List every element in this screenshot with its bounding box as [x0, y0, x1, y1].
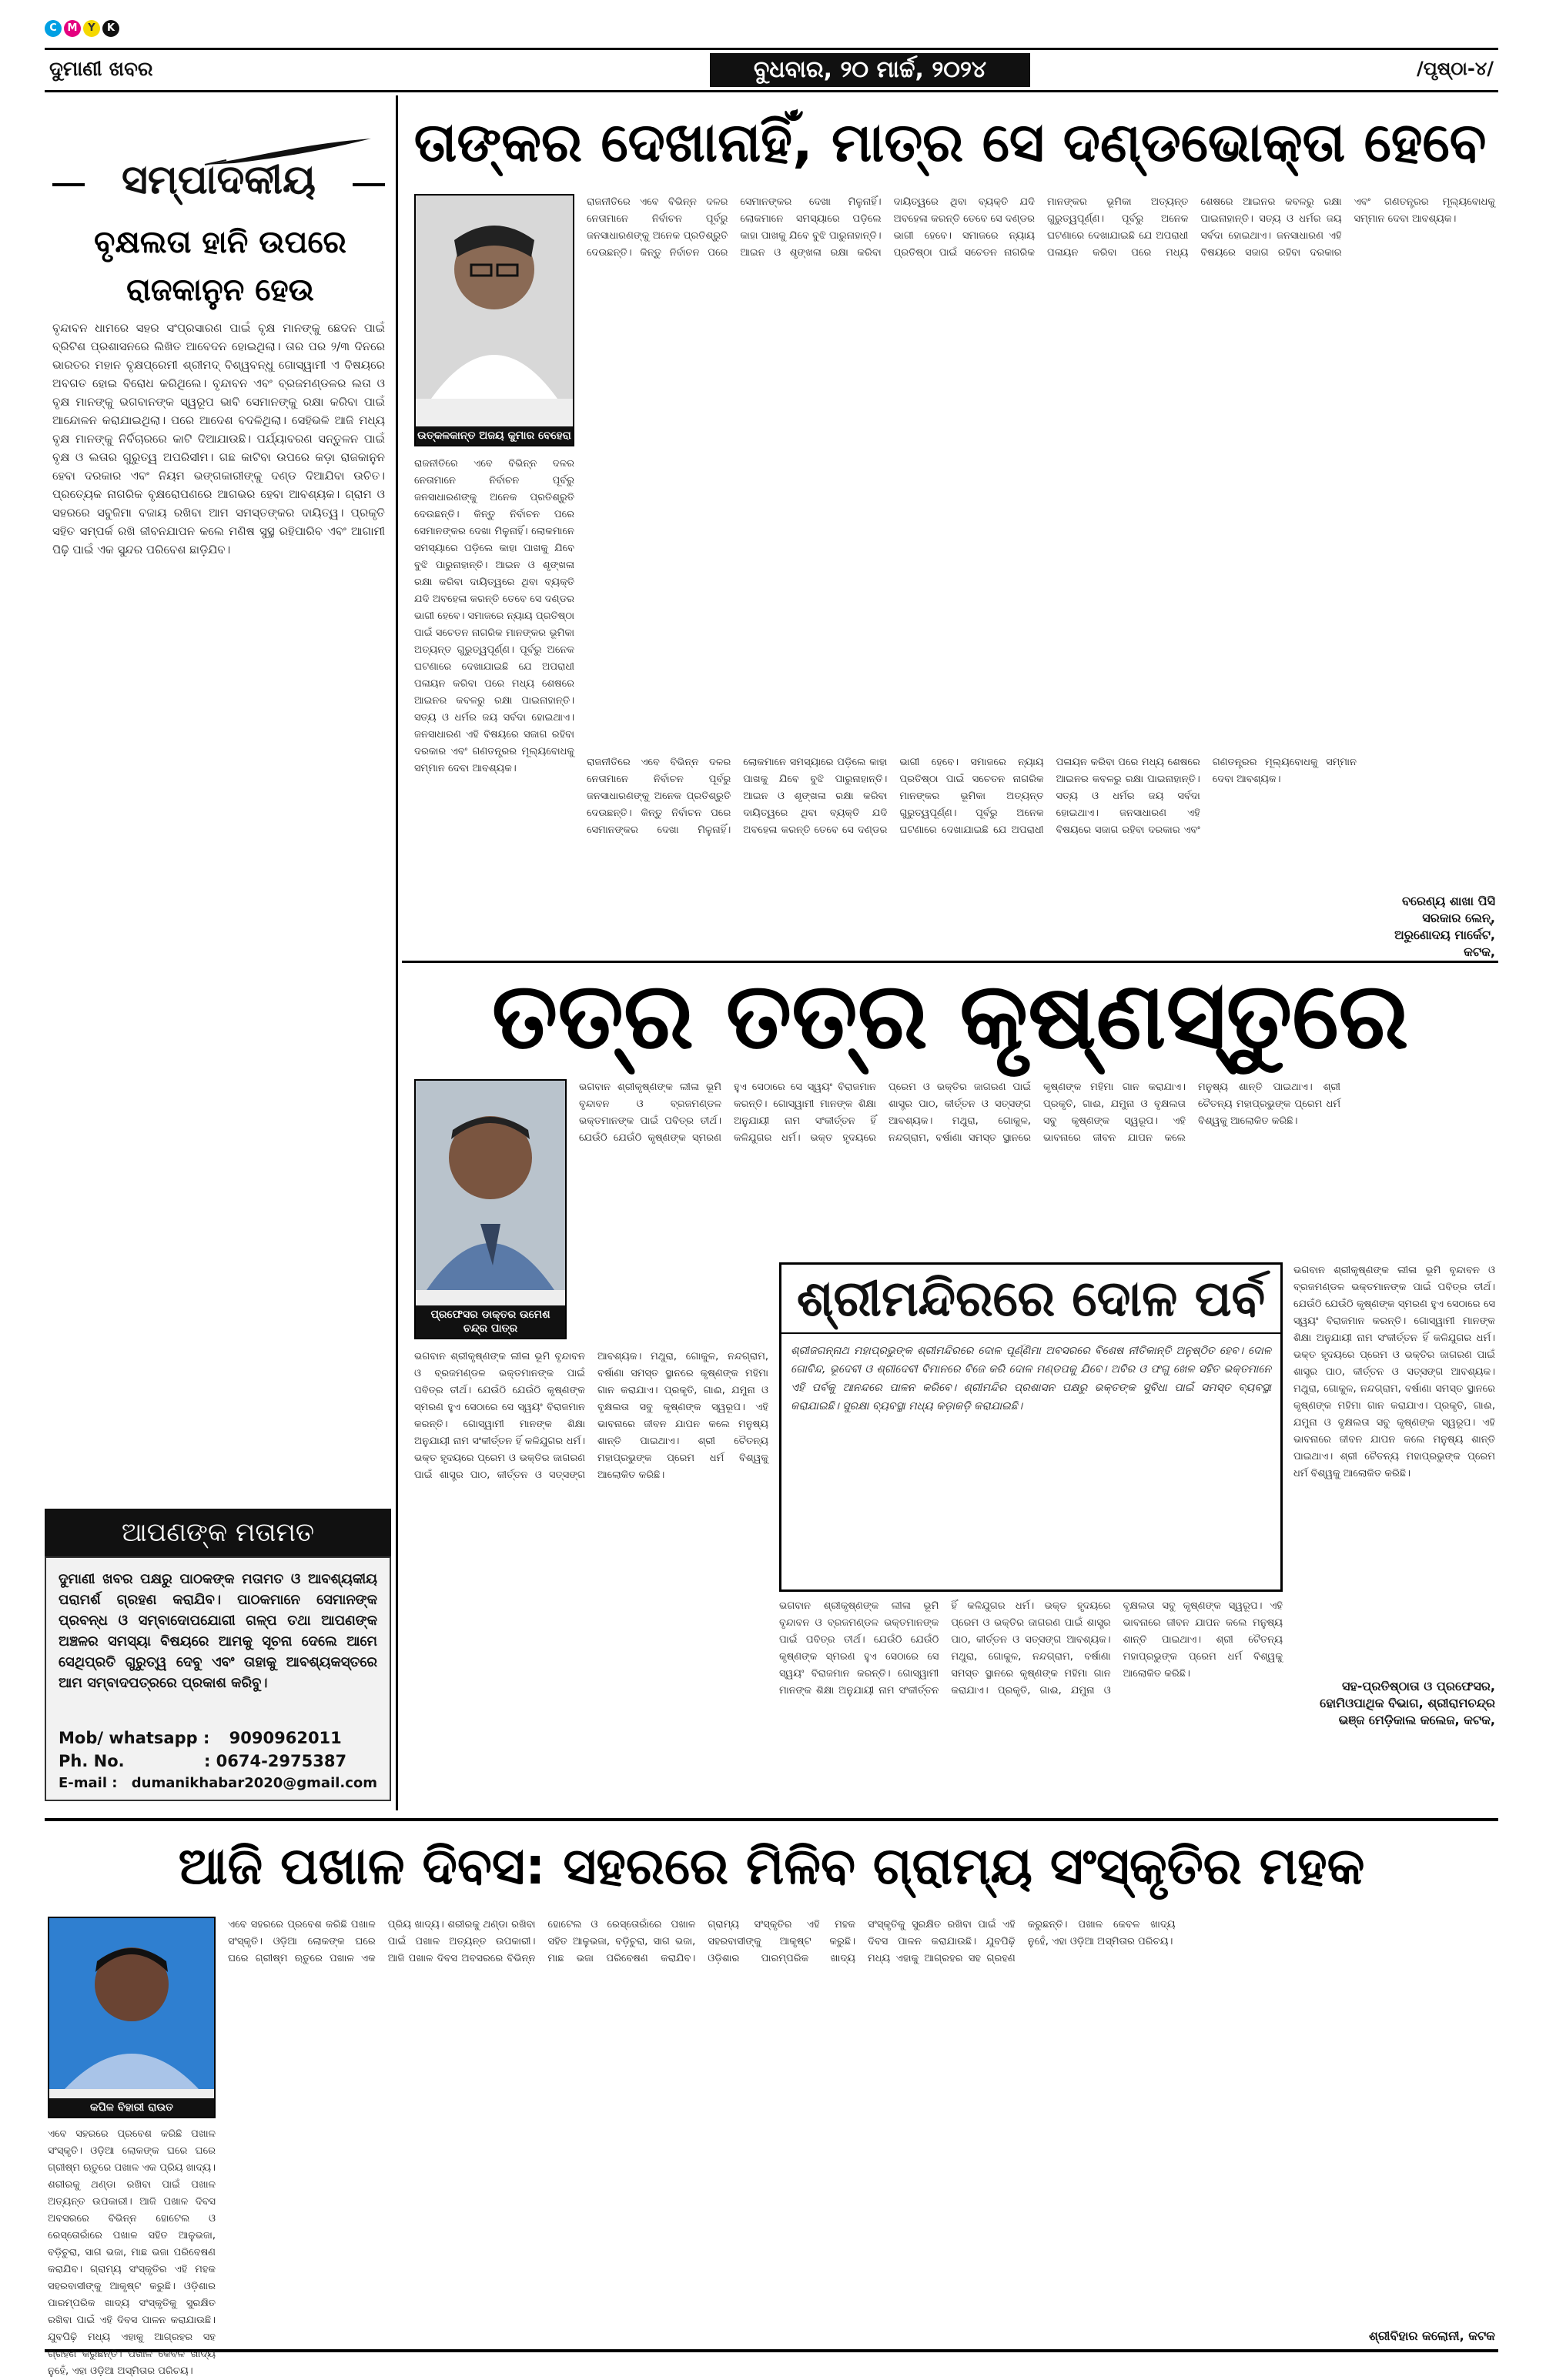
portrait-placeholder-icon	[416, 1081, 565, 1290]
mobile-line	[59, 1729, 342, 1747]
photo-caption-1: ଉତ୍କଳକାନ୍ତ ଅଜୟ କୁମାର ବେହେରା	[416, 426, 573, 445]
story2-signoff: ସହ-ପ୍ରତିଷ୍ଠାତା ଓ ପ୍ରଫେସର, ହୋମିଓପାଥିକ ବିଭାଗ, ଶ୍ରୀରାମଚନ୍ଦ୍ର ଭଞ୍ଜ ମେଡ଼ିକାଲ କଲେଜ, କଟକ,	[1320, 1679, 1495, 1727]
story1-headline: ତାଙ୍କର ଦେଖାନାହିଁ, ମାତ୍ର ସେ ଦଣ୍ଡଭୋକ୍ତା ହେବେ	[413, 111, 1487, 174]
story3-body-a: ଏବେ ସହରରେ ପ୍ରବେଶ କରିଛି ପଖାଳ ସଂସ୍କୃତି। ଓଡ଼ିଆ ଲୋକଙ୍କ ଘରେ ଘରେ ଗ୍ରୀଷ୍ମ ଋତୁରେ ପଖାଳ ଏକ ପ୍ରିୟ ଖାଦ୍ୟ। ଶରୀରକୁ ଥଣ୍ଡା ରଖିବା ପାଇଁ ପଖାଳ ଅତ୍ୟନ୍ତ ଉପକାରୀ। ଆଜି ପଖାଳ ଦିବସ ଅବସରରେ ବିଭିନ୍ନ ହୋଟେଲ ଓ ରେସ୍ତୋରାଁରେ ପଖାଳ ସହିତ ଆଳୁଭଜା, ବଡ଼ିଚୁରା, ସାଗ ଭଜା, ମାଛ ଭଜା ପରିବେଷଣ କରାଯିବ। ଗ୍ରାମ୍ୟ ସଂସ୍କୃତିର ଏହି ମହକ ସହରବାସୀଙ୍କୁ ଆକୃଷ୍ଟ କରୁଛି। ଓଡ଼ିଶାର ପାରମ୍ପରିକ ଖାଦ୍ୟ ସଂସ୍କୃତିକୁ ସୁରକ୍ଷିତ ରଖିବା ପାଇଁ ଏହି ଦିବସ ପାଳନ କରାଯାଉଛି। ଯୁବପିଢ଼ି ମଧ୍ୟ ଏହାକୁ ଆଗ୍ରହର ସହ ଗ୍ରହଣ କରୁଛନ୍ତି। ପଖାଳ କେବଳ ଖାଦ୍ୟ ନୁହେଁ, ଏହା ଓଡ଼ିଆ ଅସ୍ମିତାର ପରିଚୟ।	[48, 2128, 216, 2377]
story2-body-a: ଭଗବାନ ଶ୍ରୀକୃଷ୍ଣଙ୍କ ଲୀଳା ଭୂମି ବୃନ୍ଦାବନ ଓ ବ୍ରଜମଣ୍ଡଳ ଭକ୍ତମାନଙ୍କ ପାଇଁ ପବିତ୍ର ତୀର୍ଥ। ଯେଉଁଠି ଯେଉଁଠି କୃଷ୍ଣଙ୍କ ସ୍ମରଣ ହୁଏ ସେଠାରେ ସେ ସ୍ୱୟଂ ବିରାଜମାନ କରନ୍ତି। ଗୋସ୍ୱାମୀ ମାନଙ୍କ ଶିକ୍ଷା ଅନୁଯାୟୀ ନାମ ସଂକୀର୍ତ୍ତନ ହିଁ କଳିଯୁଗର ଧର୍ମ। ଭକ୍ତ ହୃଦୟରେ ପ୍ରେମ ଓ ଭକ୍ତିର ଜାଗରଣ ପାଇଁ ଶାସ୍ତ୍ର ପାଠ, କୀର୍ତ୍ତନ ଓ ସତ୍ସଙ୍ଗ ଆବଶ୍ୟକ। ମଥୁରା, ଗୋକୁଳ, ନନ୍ଦଗ୍ରାମ, ବର୍ଷାଣା ସମସ୍ତ ସ୍ଥାନରେ କୃଷ୍ଣଙ୍କ ମହିମା ଗାନ କରାଯାଏ। ପ୍ରକୃତି, ଗାଈ, ଯମୁନା ଓ ବୃକ୍ଷଲତା ସବୁ କୃଷ୍ଣଙ୍କ ସ୍ୱରୂପ। ଏହି ଭାବନାରେ ଜୀବନ ଯାପନ କଲେ ମନୁଷ୍ୟ ଶାନ୍ତି ପାଇଥାଏ। ଶ୍ରୀ ଚୈତନ୍ୟ ମହାପ୍ରଭୁଙ୍କ ପ୍ରେମ ଧର୍ମ ବିଶ୍ୱକୁ ଆଲୋକିତ କରିଛି।	[414, 1351, 768, 1481]
boxed-story	[779, 1262, 1283, 1592]
email-address[interactable]: dumanikhabar2020@gmail.com	[131, 1775, 378, 1791]
story1-body-b: ରାଜନୀତିରେ ଏବେ ବିଭିନ୍ନ ଦଳର ନେତାମାନେ ନିର୍ବାଚନ ପୂର୍ବରୁ ଜନସାଧାରଣଙ୍କୁ ଅନେକ ପ୍ରତିଶ୍ରୁତି ଦେଉଛନ୍ତି। କିନ୍ତୁ ନିର୍ବାଚନ ପରେ ସେମାନଙ୍କର ଦେଖା ମିଳୁନାହିଁ। ଲୋକମାନେ ସମସ୍ୟାରେ ପଡ଼ିଲେ କାହା ପାଖକୁ ଯିବେ ବୁଝି ପାରୁନାହାନ୍ତି। ଆଇନ ଓ ଶୃଙ୍ଖଳା ରକ୍ଷା କରିବା ଦାୟିତ୍ୱରେ ଥିବା ବ୍ୟକ୍ତି ଯଦି ଅବହେଳା କରନ୍ତି ତେବେ ସେ ଦଣ୍ଡର ଭାଗୀ ହେବେ। ସମାଜରେ ନ୍ୟାୟ ପ୍ରତିଷ୍ଠା ପାଇଁ ସଚେତନ ନାଗରିକ ମାନଙ୍କର ଭୂମିକା ଅତ୍ୟନ୍ତ ଗୁରୁତ୍ୱପୂର୍ଣ୍ଣ। ପୂର୍ବରୁ ଅନେକ ଘଟଣାରେ ଦେଖାଯାଇଛି ଯେ ଅପରାଧୀ ପଳାୟନ କରିବା ପରେ ମଧ୍ୟ ଶେଷରେ ଆଇନର କବଳରୁ ରକ୍ଷା ପାଇନାହାନ୍ତି। ସତ୍ୟ ଓ ଧର୍ମର ଜୟ ସର୍ବଦା ହୋଇଥାଏ। ଜନସାଧାରଣ ଏହି ବିଷୟରେ ସଜାଗ ରହିବା ଦରକାର ଏବଂ ଗଣତନ୍ତ୍ରର ମୂଲ୍ୟବୋଧକୁ ସମ୍ମାନ ଦେବା ଆବଶ୍ୟକ।	[587, 196, 1495, 259]
story1-body-a: ରାଜନୀତିରେ ଏବେ ବିଭିନ୍ନ ଦଳର ନେତାମାନେ ନିର୍ବାଚନ ପୂର୍ବରୁ ଜନସାଧାରଣଙ୍କୁ ଅନେକ ପ୍ରତିଶ୍ରୁତି ଦେଉଛନ୍ତି। କିନ୍ତୁ ନିର୍ବାଚନ ପରେ ସେମାନଙ୍କର ଦେଖା ମିଳୁନାହିଁ। ଲୋକମାନେ ସମସ୍ୟାରେ ପଡ଼ିଲେ କାହା ପାଖକୁ ଯିବେ ବୁଝି ପାରୁନାହାନ୍ତି। ଆଇନ ଓ ଶୃଙ୍ଖଳା ରକ୍ଷା କରିବା ଦାୟିତ୍ୱରେ ଥିବା ବ୍ୟକ୍ତି ଯଦି ଅବହେଳା କରନ୍ତି ତେବେ ସେ ଦଣ୍ଡର ଭାଗୀ ହେବେ। ସମାଜରେ ନ୍ୟାୟ ପ୍ରତିଷ୍ଠା ପାଇଁ ସଚେତନ ନାଗରିକ ମାନଙ୍କର ଭୂମିକା ଅତ୍ୟନ୍ତ ଗୁରୁତ୍ୱପୂର୍ଣ୍ଣ। ପୂର୍ବରୁ ଅନେକ ଘଟଣାରେ ଦେଖାଯାଇଛି ଯେ ଅପରାଧୀ ପଳାୟନ କରିବା ପରେ ମଧ୍ୟ ଶେଷରେ ଆଇନର କବଳରୁ ରକ୍ଷା ପାଇନାହାନ୍ତି। ସତ୍ୟ ଓ ଧର୍ମର ଜୟ ସର୍ବଦା ହୋଇଥାଏ। ଜନସାଧାରଣ ଏହି ବିଷୟରେ ସଜାଗ ରହିବା ଦରକାର ଏବଂ ଗଣତନ୍ତ୍ରର ମୂଲ୍ୟବୋଧକୁ ସମ୍ମାନ ଦେବା ଆବଶ୍ୟକ।	[414, 458, 574, 774]
page-number: /ପୃଷ୍ଠା-୪/	[1416, 58, 1494, 79]
section-rule-bottom	[45, 1818, 1498, 1821]
phone-label: Ph. No.	[59, 1752, 125, 1770]
story3-headline: ଆଜି ପଖାଳ ଦିବସ: ସହରରେ ମିଳିବ ଗ୍ରାମ୍ୟ ସଂସ୍କୃତିର ମହକ	[178, 1837, 1365, 1896]
opinion-box	[45, 1556, 391, 1801]
yellow-mark-icon: Y	[83, 20, 100, 37]
photo-caption-3: କପିଳ ବିହାରୀ ରାଉତ	[49, 2098, 214, 2117]
date-banner: ବୁଧବାର, ୨୦ ମାର୍ଚ୍ଚ, ୨୦୨୪	[710, 53, 1030, 87]
story3-body-b: ଏବେ ସହରରେ ପ୍ରବେଶ କରିଛି ପଖାଳ ସଂସ୍କୃତି। ଓଡ଼ିଆ ଲୋକଙ୍କ ଘରେ ଘରେ ଗ୍ରୀଷ୍ମ ଋତୁରେ ପଖାଳ ଏକ ପ୍ରିୟ ଖାଦ୍ୟ। ଶରୀରକୁ ଥଣ୍ଡା ରଖିବା ପାଇଁ ପଖାଳ ଅତ୍ୟନ୍ତ ଉପକାରୀ। ଆଜି ପଖାଳ ଦିବସ ଅବସରରେ ବିଭିନ୍ନ ହୋଟେଲ ଓ ରେସ୍ତୋରାଁରେ ପଖାଳ ସହିତ ଆଳୁଭଜା, ବଡ଼ିଚୁରା, ସାଗ ଭଜା, ମାଛ ଭଜା ପରିବେଷଣ କରାଯିବ। ଗ୍ରାମ୍ୟ ସଂସ୍କୃତିର ଏହି ମହକ ସହରବାସୀଙ୍କୁ ଆକୃଷ୍ଟ କରୁଛି। ଓଡ଼ିଶାର ପାରମ୍ପରିକ ଖାଦ୍ୟ ସଂସ୍କୃତିକୁ ସୁରକ୍ଷିତ ରଖିବା ପାଇଁ ଏହି ଦିବସ ପାଳନ କରାଯାଉଛି। ଯୁବପିଢ଼ି ମଧ୍ୟ ଏହାକୁ ଆଗ୍ରହର ସହ ଗ୍ରହଣ କରୁଛନ୍ତି। ପଖାଳ କେବଳ ଖାଦ୍ୟ ନୁହେଁ, ଏହା ଓଡ଼ିଆ ଅସ୍ମିତାର ପରିଚୟ।	[228, 1919, 1176, 1964]
story3-signoff: ଶ୍ରୀବିହାର କଲୋନୀ, କଟକ	[1368, 2328, 1495, 2343]
editorial-banner	[52, 143, 385, 214]
author-photo-1	[414, 194, 574, 446]
opinion-message: ଦୁମାଣୀ ଖବର ପକ୍ଷରୁ ପାଠକଙ୍କ ମତାମତ ଓ ଆବଶ୍ୟକୀୟ ପରାମର୍ଶ ଗ୍ରହଣ କରାଯିବ। ପାଠକମାନେ ସେମାନଙ୍କ ପ୍ରବନ୍ଧ ଓ ସମ୍ବାଦୋପଯୋଗୀ ଗଳ୍ପ ତଥା ଆପଣଙ୍କ ଅଞ୍ଚଳର ସମସ୍ୟା ବିଷୟରେ ଆମକୁ ସୂଚନା ଦେଲେ ଆମେ ସେଥିପ୍ରତି ଗୁରୁତ୍ୱ ଦେବୁ ଏବଂ ତାହାକୁ ଆବଶ୍ୟକସ୍ତରେ ଆମ ସମ୍ବାଦପତ୍ରରେ ପ୍ରକାଶ କରିବୁ।	[59, 1571, 377, 1691]
phone-line	[59, 1752, 346, 1770]
left-column-rule	[396, 95, 398, 1810]
page-bottom-rule	[45, 2349, 1498, 2352]
mobile-number[interactable]: 9090962011	[229, 1729, 342, 1747]
email-line	[59, 1775, 377, 1791]
boxed-headline: ଶ୍ରୀମନ୍ଦିରରେ ଦୋଳ ପର୍ବ	[781, 1265, 1280, 1334]
magenta-mark-icon: M	[64, 20, 81, 37]
story2-body-c: ଭଗବାନ ଶ୍ରୀକୃଷ୍ଣଙ୍କ ଲୀଳା ଭୂମି ବୃନ୍ଦାବନ ଓ ବ୍ରଜମଣ୍ଡଳ ଭକ୍ତମାନଙ୍କ ପାଇଁ ପବିତ୍ର ତୀର୍ଥ। ଯେଉଁଠି ଯେଉଁଠି କୃଷ୍ଣଙ୍କ ସ୍ମରଣ ହୁଏ ସେଠାରେ ସେ ସ୍ୱୟଂ ବିରାଜମାନ କରନ୍ତି। ଗୋସ୍ୱାମୀ ମାନଙ୍କ ଶିକ୍ଷା ଅନୁଯାୟୀ ନାମ ସଂକୀର୍ତ୍ତନ ହିଁ କଳିଯୁଗର ଧର୍ମ। ଭକ୍ତ ହୃଦୟରେ ପ୍ରେମ ଓ ଭକ୍ତିର ଜାଗରଣ ପାଇଁ ଶାସ୍ତ୍ର ପାଠ, କୀର୍ତ୍ତନ ଓ ସତ୍ସଙ୍ଗ ଆବଶ୍ୟକ। ମଥୁରା, ଗୋକୁଳ, ନନ୍ଦଗ୍ରାମ, ବର୍ଷାଣା ସମସ୍ତ ସ୍ଥାନରେ କୃଷ୍ଣଙ୍କ ମହିମା ଗାନ କରାଯାଏ। ପ୍ରକୃତି, ଗାଈ, ଯମୁନା ଓ ବୃକ୍ଷଲତା ସବୁ କୃଷ୍ଣଙ୍କ ସ୍ୱରୂପ। ଏହି ଭାବନାରେ ଜୀବନ ଯାପନ କଲେ ମନୁଷ୍ୟ ଶାନ୍ତି ପାଇଥାଏ। ଶ୍ରୀ ଚୈତନ୍ୟ ମହାପ୍ରଭୁଙ୍କ ପ୍ରେମ ଧର୍ମ ବିଶ୍ୱକୁ ଆଲୋକିତ କରିଛି।	[1293, 1265, 1495, 1479]
black-mark-icon: K	[102, 20, 119, 37]
story2-headline: ତତ୍ର ତତ୍ର କୃଷ୍ଣସ୍ତୁରେ	[491, 963, 1409, 1070]
editorial-title: ସମ୍ପାଦକୀୟ	[122, 157, 316, 203]
author-photo-3	[48, 1917, 216, 2118]
masthead	[45, 48, 1498, 92]
photo-caption-2: ପ୍ରଫେସର ଡାକ୍ତର ଉମେଶ ଚନ୍ଦ୍ର ପାତ୍ର	[416, 1305, 565, 1338]
email-label: E-mail :	[59, 1775, 118, 1791]
story2-body-b: ଭଗବାନ ଶ୍ରୀକୃଷ୍ଣଙ୍କ ଲୀଳା ଭୂମି ବୃନ୍ଦାବନ ଓ ବ୍ରଜମଣ୍ଡଳ ଭକ୍ତମାନଙ୍କ ପାଇଁ ପବିତ୍ର ତୀର୍ଥ। ଯେଉଁଠି ଯେଉଁଠି କୃଷ୍ଣଙ୍କ ସ୍ମରଣ ହୁଏ ସେଠାରେ ସେ ସ୍ୱୟଂ ବିରାଜମାନ କରନ୍ତି। ଗୋସ୍ୱାମୀ ମାନଙ୍କ ଶିକ୍ଷା ଅନୁଯାୟୀ ନାମ ସଂକୀର୍ତ୍ତନ ହିଁ କଳିଯୁଗର ଧର୍ମ। ଭକ୍ତ ହୃଦୟରେ ପ୍ରେମ ଓ ଭକ୍ତିର ଜାଗରଣ ପାଇଁ ଶାସ୍ତ୍ର ପାଠ, କୀର୍ତ୍ତନ ଓ ସତ୍ସଙ୍ଗ ଆବଶ୍ୟକ। ମଥୁରା, ଗୋକୁଳ, ନନ୍ଦଗ୍ରାମ, ବର୍ଷାଣା ସମସ୍ତ ସ୍ଥାନରେ କୃଷ୍ଣଙ୍କ ମହିମା ଗାନ କରାଯାଏ। ପ୍ରକୃତି, ଗାଈ, ଯମୁନା ଓ ବୃକ୍ଷଲତା ସବୁ କୃଷ୍ଣଙ୍କ ସ୍ୱରୂପ। ଏହି ଭାବନାରେ ଜୀବନ ଯାପନ କଲେ ମନୁଷ୍ୟ ଶାନ୍ତି ପାଇଥାଏ। ଶ୍ରୀ ଚୈତନ୍ୟ ମହାପ୍ରଭୁଙ୍କ ପ୍ରେମ ଧର୍ମ ବିଶ୍ୱକୁ ଆଲୋକିତ କରିଛି।	[579, 1081, 1340, 1144]
cyan-mark-icon: C	[45, 20, 62, 37]
mobile-label: Mob/ whatsapp :	[59, 1729, 210, 1747]
print-registration-marks	[45, 20, 119, 37]
paper-name: ଦୁମାଣୀ ଖବର	[49, 58, 153, 81]
opinion-heading: ଆପଣଙ୍କ ମତାମତ	[45, 1509, 391, 1556]
phone-number[interactable]: : 0674-2975387	[203, 1752, 347, 1770]
editorial-body: ବୃନ୍ଦାବନ ଧାମରେ ସହର ସଂପ୍ରସାରଣ ପାଇଁ ବୃକ୍ଷ ମାନଙ୍କୁ ଛେଦନ ପାଇଁ ବ୍ରିଟିଶ ପ୍ରଶାସନରେ ଲିଖିତ ଆବେଦନ ହୋଇଥିଲା। ତାର ପର ୨/୩ ଦିନରେ ଭାରତର ମହାନ ବୃକ୍ଷପ୍ରେମୀ ଶ୍ରୀମଦ୍ ବିଶ୍ୱବନ୍ଧୁ ଗୋସ୍ୱାମୀ ଏ ବିଷୟରେ ଅବଗତ ହୋଇ ବିରୋଧ କରିଥିଲେ। ବୃନ୍ଦାବନ ଏବଂ ବ୍ରଜମଣ୍ଡଳର ଲତା ଓ ବୃକ୍ଷ ମାନଙ୍କୁ ଭଗବାନଙ୍କ ସ୍ୱରୂପ ଭାବି ସେମାନଙ୍କୁ ରକ୍ଷା କରିବା ପାଇଁ ଆନ୍ଦୋଳନ କରାଯାଇଥିଲା। ପରେ ଆଦେଶ ବଦଳିଥିଲା। ସେହିଭଳି ଆଜି ମଧ୍ୟ ବୃକ୍ଷ ମାନଙ୍କୁ ନିର୍ବିଚାରରେ କାଟି ଦିଆଯାଉଛି। ପର୍ଯ୍ୟାବରଣ ସନ୍ତୁଳନ ପାଇଁ ବୃକ୍ଷ ଓ ଲତାର ଗୁରୁତ୍ୱ ଅପରିସୀମ। ଗଛ କାଟିବା ଉପରେ କଡ଼ା ରାଜକାନୁନ ହେବା ଦରକାର ଏବଂ ନିୟମ ଭଙ୍ଗକାରୀଙ୍କୁ ଦଣ୍ଡ ଦିଆଯିବା ଉଚିତ। ପ୍ରତ୍ୟେକ ନାଗରିକ ବୃକ୍ଷରୋପଣରେ ଆଗଭର ହେବା ଆବଶ୍ୟକ। ଗ୍ରାମ ଓ ସହରରେ ସବୁଜିମା ବଜାୟ ରଖିବା ଆମ ସମସ୍ତଙ୍କର ଦାୟିତ୍ୱ। ପ୍ରକୃତି ସହିତ ସମ୍ପର୍କ ରଖି ଜୀବନଯାପନ କଲେ ମଣିଷ ସୁସ୍ଥ ରହିପାରିବ ଏବଂ ଆଗାମୀ ପିଢ଼ି ପାଇଁ ଏକ ସୁନ୍ଦର ପରିବେଶ ଛାଡ଼ିଯିବ।	[52, 321, 385, 557]
story2-body-d: ଭଗବାନ ଶ୍ରୀକୃଷ୍ଣଙ୍କ ଲୀଳା ଭୂମି ବୃନ୍ଦାବନ ଓ ବ୍ରଜମଣ୍ଡଳ ଭକ୍ତମାନଙ୍କ ପାଇଁ ପବିତ୍ର ତୀର୍ଥ। ଯେଉଁଠି ଯେଉଁଠି କୃଷ୍ଣଙ୍କ ସ୍ମରଣ ହୁଏ ସେଠାରେ ସେ ସ୍ୱୟଂ ବିରାଜମାନ କରନ୍ତି। ଗୋସ୍ୱାମୀ ମାନଙ୍କ ଶିକ୍ଷା ଅନୁଯାୟୀ ନାମ ସଂକୀର୍ତ୍ତନ ହିଁ କଳିଯୁଗର ଧର୍ମ। ଭକ୍ତ ହୃଦୟରେ ପ୍ରେମ ଓ ଭକ୍ତିର ଜାଗରଣ ପାଇଁ ଶାସ୍ତ୍ର ପାଠ, କୀର୍ତ୍ତନ ଓ ସତ୍ସଙ୍ଗ ଆବଶ୍ୟକ। ମଥୁରା, ଗୋକୁଳ, ନନ୍ଦଗ୍ରାମ, ବର୍ଷାଣା ସମସ୍ତ ସ୍ଥାନରେ କୃଷ୍ଣଙ୍କ ମହିମା ଗାନ କରାଯାଏ। ପ୍ରକୃତି, ଗାଈ, ଯମୁନା ଓ ବୃକ୍ଷଲତା ସବୁ କୃଷ୍ଣଙ୍କ ସ୍ୱରୂପ। ଏହି ଭାବନାରେ ଜୀବନ ଯାପନ କଲେ ମନୁଷ୍ୟ ଶାନ୍ତି ପାଇଥାଏ। ଶ୍ରୀ ଚୈତନ୍ୟ ମହାପ୍ରଭୁଙ୍କ ପ୍ରେମ ଧର୍ମ ବିଶ୍ୱକୁ ଆଲୋକିତ କରିଛି।	[779, 1600, 1283, 1696]
portrait-placeholder-icon	[49, 1918, 214, 2089]
portrait-placeholder-icon	[416, 196, 573, 399]
author-photo-2	[414, 1079, 567, 1339]
editorial-headline: ବୃକ୍ଷଲତା ହାନି ଉପରେ ରାଜକାନୁନ ହେଉ	[94, 225, 346, 308]
story1-signoff: ବରେଣ୍ୟ ଶାଖା ପିସି ସରକାର ଲେନ୍, ଅରୁଣୋଦୟ ମାର୍କେଟ, କଟକ,	[1394, 894, 1495, 959]
boxed-body: ଶ୍ରୀଜଗନ୍ନାଥ ମହାପ୍ରଭୁଙ୍କ ଶ୍ରୀମନ୍ଦିରରେ ଦୋଳ ପୂର୍ଣ୍ଣିମା ଅବସରରେ ବିଶେଷ ନୀତିକାନ୍ତି ଅନୁଷ୍ଠିତ ହେବ। ଦୋଳ ଗୋବିନ୍ଦ, ଭୂଦେବୀ ଓ ଶ୍ରୀଦେବୀ ବିମାନରେ ବିଜେ କରି ଦୋଳ ମଣ୍ଡପକୁ ଯିବେ। ଅବିର ଓ ଫଗୁ ଖେଳ ସହିତ ଭକ୍ତମାନେ ଏହି ପର୍ବକୁ ଆନନ୍ଦରେ ପାଳନ କରିବେ। ଶ୍ରୀମନ୍ଦିର ପ୍ରଶାସନ ପକ୍ଷରୁ ଭକ୍ତଙ୍କ ସୁବିଧା ପାଇଁ ସମସ୍ତ ବ୍ୟବସ୍ଥା କରାଯାଇଛି। ସୁରକ୍ଷା ବ୍ୟବସ୍ଥା ମଧ୍ୟ କଡ଼ାକଡ଼ି କରାଯାଇଛି।	[791, 1345, 1271, 1412]
story1-body-c: ରାଜନୀତିରେ ଏବେ ବିଭିନ୍ନ ଦଳର ନେତାମାନେ ନିର୍ବାଚନ ପୂର୍ବରୁ ଜନସାଧାରଣଙ୍କୁ ଅନେକ ପ୍ରତିଶ୍ରୁତି ଦେଉଛନ୍ତି। କିନ୍ତୁ ନିର୍ବାଚନ ପରେ ସେମାନଙ୍କର ଦେଖା ମିଳୁନାହିଁ। ଲୋକମାନେ ସମସ୍ୟାରେ ପଡ଼ିଲେ କାହା ପାଖକୁ ଯିବେ ବୁଝି ପାରୁନାହାନ୍ତି। ଆଇନ ଓ ଶୃଙ୍ଖଳା ରକ୍ଷା କରିବା ଦାୟିତ୍ୱରେ ଥିବା ବ୍ୟକ୍ତି ଯଦି ଅବହେଳା କରନ୍ତି ତେବେ ସେ ଦଣ୍ଡର ଭାଗୀ ହେବେ। ସମାଜରେ ନ୍ୟାୟ ପ୍ରତିଷ୍ଠା ପାଇଁ ସଚେତନ ନାଗରିକ ମାନଙ୍କର ଭୂମିକା ଅତ୍ୟନ୍ତ ଗୁରୁତ୍ୱପୂର୍ଣ୍ଣ। ପୂର୍ବରୁ ଅନେକ ଘଟଣାରେ ଦେଖାଯାଇଛି ଯେ ଅପରାଧୀ ପଳାୟନ କରିବା ପରେ ମଧ୍ୟ ଶେଷରେ ଆଇନର କବଳରୁ ରକ୍ଷା ପାଇନାହାନ୍ତି। ସତ୍ୟ ଓ ଧର୍ମର ଜୟ ସର୍ବଦା ହୋଇଥାଏ। ଜନସାଧାରଣ ଏହି ବିଷୟରେ ସଜାଗ ରହିବା ଦରକାର ଏବଂ ଗଣତନ୍ତ୍ରର ମୂଲ୍ୟବୋଧକୁ ସମ୍ମାନ ଦେବା ଆବଶ୍ୟକ।	[587, 757, 1357, 836]
